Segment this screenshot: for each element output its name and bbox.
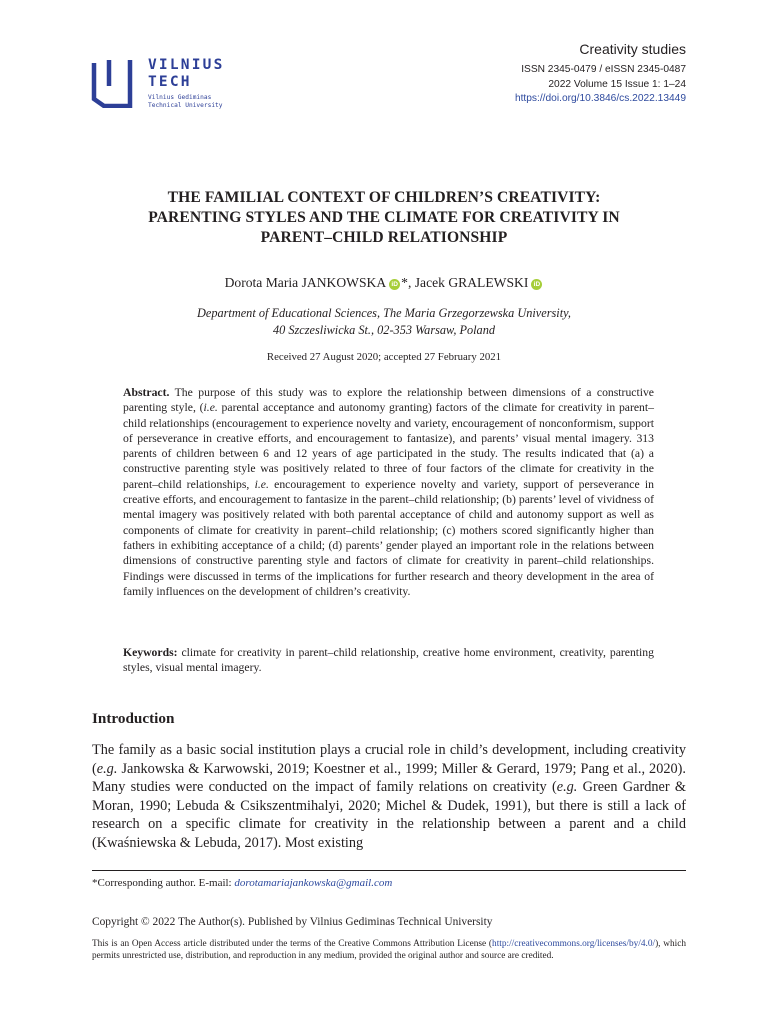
orcid-icon[interactable]: iD	[389, 279, 400, 290]
publisher-logo	[90, 56, 290, 112]
logo-line-1: VILNIUS	[148, 57, 225, 73]
title-line: THE FAMILIAL CONTEXT OF CHILDREN’S CREATIVITY:	[167, 189, 601, 206]
journal-volume: 2022 Volume 15 Issue 1: 1–24	[548, 78, 686, 90]
copyright-notice: Copyright © 2022 The Author(s). Published by Vilnius Gediminas Technical University	[92, 916, 493, 928]
license-link[interactable]: http://creativecommons.org/licenses/by/4.0/	[492, 939, 656, 949]
author-name: Jacek GRALEWSKI	[414, 275, 529, 290]
received-dates: Received 27 August 2020; accepted 27 February 2021	[266, 351, 502, 363]
keywords	[123, 645, 654, 676]
journal-issn: ISSN 2345-0479 / eISSN 2345-0487	[521, 64, 686, 75]
journal-name: Creativity studies	[579, 41, 686, 57]
body-text: Jankowska & Karwowski, 2019; Koestner et al., 1999; Miller & Gerard, 1979; Pang et al., 2020). Many studies were conducted on the impact of family relations on creativity (	[92, 760, 686, 796]
body-abbrev: e.g.	[556, 779, 578, 796]
abstract-text: parental acceptance and autonomy granting) factors of the climate for creativity in parent–child relationships (encouragement to experience novelty and variety, encouragement of nonconformism, support of perseverance in creative efforts, and encouragement to fantasize), and parents’ visual mental imagery. 313 parents of children between 6 and 12 years of age participated in the study. The results indicated that (a) a constructive parenting style was positively related to three of four factors of the climate for creativity in the parent–child relationships,	[123, 401, 654, 491]
author-list	[60, 274, 708, 292]
abstract-abbrev: i.e.	[203, 401, 218, 415]
abstract-text: encouragement to experience novelty and variety, support of perseverance in creative efforts, and encouragement to fantasize in the parent–child relationship; (b) parents’ level of vividness of mental imagery was positively related with both parental acceptance of child and autonomy support as well as components of climate for creativity in parent–child relationship; (c) mothers scored significantly higher than fathers in exhibiting acceptance of a child; (d) parents’ gender played an important role in the relations between dimensions of constructive parenting style and factors of climate for creativity in parent–child relationships. Findings were discussed in terms of the implications for further research and theory development in the area of family influences on the development of children’s creativity.	[123, 477, 654, 598]
footnote-divider	[92, 870, 686, 871]
email-link[interactable]: dorotamariajankowska@gmail.com	[234, 877, 393, 889]
body-paragraph	[92, 741, 686, 853]
article-title	[60, 188, 708, 248]
body-text: Green Gardner & Moran, 1990; Lebuda & Csikszentmihalyi, 2020; Michel & Dudek, 1991), but there is still a lack of research on a specific climate for creativity in the relationship between a parent and a child (Kwaśniewska & Lebuda, 2017). Most existing	[92, 779, 686, 851]
title-line: PARENTING STYLES AND THE CLIMATE FOR CREATIVITY IN	[148, 209, 620, 226]
author-name: Dorota Maria JANKOWSKA	[224, 275, 387, 290]
section-heading: Introduction	[92, 710, 175, 727]
license-text: This is an Open Access article distributed under the terms of the Creative Commons Attribution License (	[92, 939, 493, 949]
logo-subtitle	[148, 94, 223, 109]
footnote	[92, 877, 392, 890]
body-abbrev: e.g.	[96, 760, 118, 777]
logo-sub-line-1: Vilnius Gediminas	[148, 94, 212, 101]
journal-info	[515, 40, 686, 107]
body-text: The family as a basic social institution plays a crucial role in child’s development, including creativity (	[92, 742, 686, 777]
logo-sub-line-2: Technical University	[148, 101, 223, 109]
affiliation	[60, 305, 708, 339]
logo-wordmark	[148, 57, 225, 91]
abstract-text: The purpose of this study was to explore the relationship between dimensions of a constructive parenting style, (	[123, 386, 654, 415]
abstract-abbrev: i.e.	[254, 477, 269, 491]
keywords-label: Keywords:	[123, 646, 178, 659]
doi-link[interactable]: https://doi.org/10.3846/cs.2022.13449	[514, 93, 686, 104]
vilnius-tech-logo-icon	[90, 56, 134, 108]
keywords-text: climate for creativity in parent–child relationship, creative home environment, creativity, parenting styles, visual mental imagery.	[123, 646, 654, 675]
abstract-label: Abstract.	[123, 386, 170, 399]
affiliation-line: 40 Szczesliwicka St., 02-353 Warsaw, Poland	[272, 323, 496, 337]
author-separator: *,	[401, 275, 415, 290]
abstract	[123, 385, 654, 599]
license-text: ), which permits unrestricted use, distribution, and reproduction in any medium, provided the original author and source are credited.	[92, 939, 687, 962]
title-line: PARENT–CHILD RELATIONSHIP	[260, 229, 508, 246]
license-notice	[92, 938, 686, 962]
footnote-label: *Corresponding author. E-mail:	[92, 877, 235, 889]
orcid-icon[interactable]: iD	[531, 279, 542, 290]
logo-line-2: TECH	[148, 74, 192, 90]
affiliation-line: Department of Educational Sciences, The Maria Grzegorzewska University,	[197, 306, 571, 320]
